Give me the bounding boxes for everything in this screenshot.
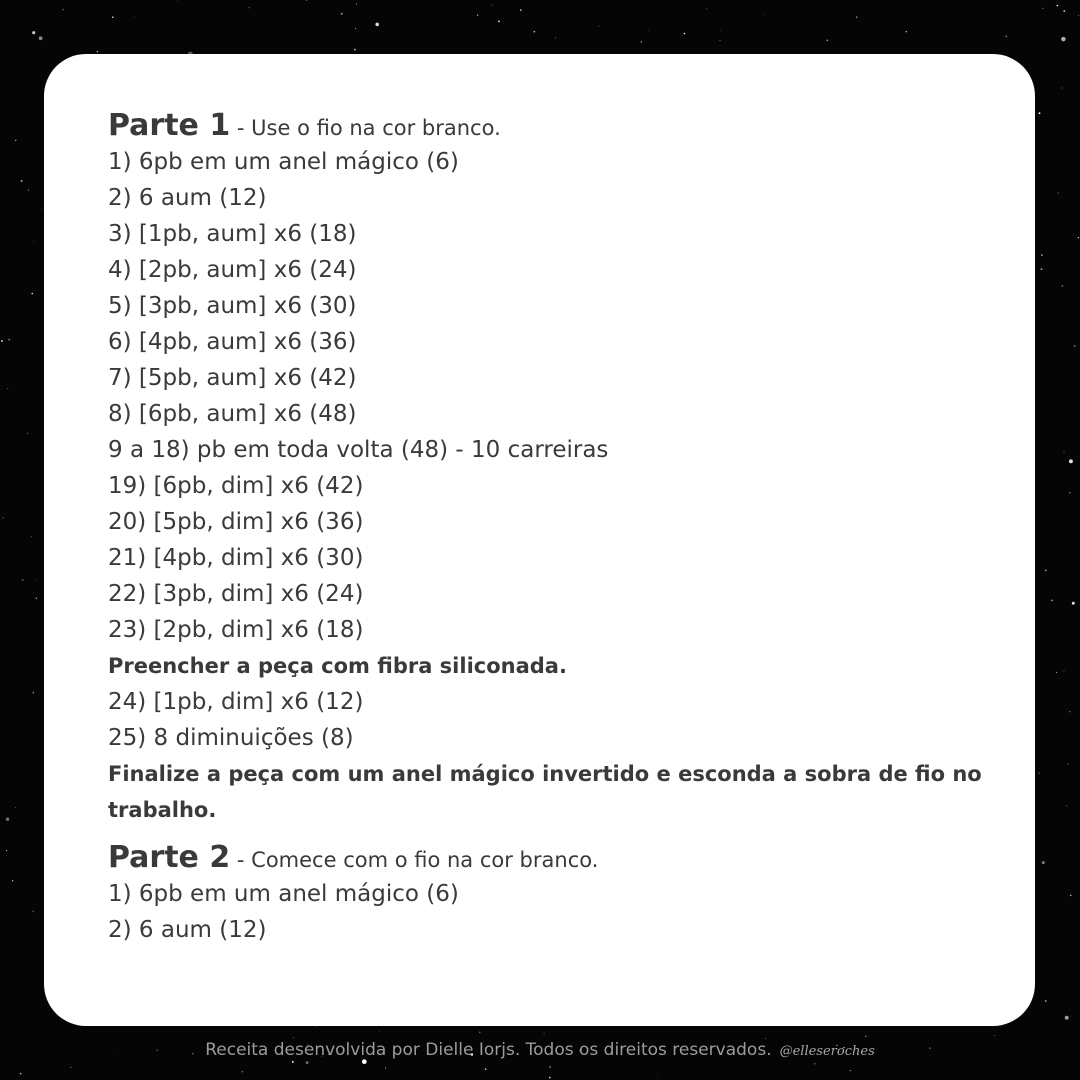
star <box>306 0 308 1</box>
star <box>479 1032 480 1033</box>
recipe-content <box>108 108 998 948</box>
star <box>306 1061 309 1064</box>
part-1-header <box>108 108 998 144</box>
star <box>292 1061 294 1063</box>
recipe-row: 7) [5pb, aum] x6 (42) <box>108 365 357 391</box>
recipe-row: 4) [2pb, aum] x6 (24) <box>108 257 357 283</box>
star <box>3 517 4 518</box>
star <box>32 911 34 913</box>
recipe-row: 25) 8 diminuições (8) <box>108 725 354 751</box>
recipe-row: 3) [1pb, aum] x6 (18) <box>108 221 357 247</box>
star <box>97 51 99 53</box>
part-2-rows <box>108 876 998 948</box>
star <box>720 30 721 31</box>
star <box>1039 112 1041 114</box>
star <box>36 597 37 598</box>
part-1-rows <box>108 144 998 828</box>
star <box>534 31 536 33</box>
star <box>134 16 135 17</box>
recipe-row: 23) [2pb, dim] x6 (18) <box>108 617 364 643</box>
star <box>477 15 478 16</box>
recipe-row: Finalize a peça com um anel mágico invertido e esconda a sobra de fio no trabalho. <box>108 762 982 822</box>
star <box>1066 805 1068 807</box>
star <box>385 1067 386 1068</box>
star <box>177 1 178 2</box>
star <box>37 580 38 581</box>
star <box>1042 861 1045 864</box>
star <box>362 1059 367 1064</box>
part-2-subtitle: - Comece com o fio na cor branco. <box>230 848 599 872</box>
star <box>32 31 35 34</box>
star <box>1056 672 1057 673</box>
star <box>33 692 34 693</box>
recipe-card <box>44 54 1035 1026</box>
star <box>1063 10 1065 12</box>
recipe-row: 5) [3pb, aum] x6 (30) <box>108 293 357 319</box>
star <box>648 30 649 31</box>
star <box>641 41 642 42</box>
star <box>242 1071 243 1072</box>
star <box>34 241 35 242</box>
star <box>1069 459 1073 463</box>
star <box>375 23 379 27</box>
star <box>355 28 356 29</box>
star <box>1067 763 1068 764</box>
signature: @elleseroches <box>779 1044 875 1059</box>
recipe-row: 19) [6pb, dim] x6 (42) <box>108 473 364 499</box>
star <box>354 49 356 51</box>
star <box>15 140 16 141</box>
star <box>826 39 828 41</box>
star <box>1078 237 1079 238</box>
part-1-title: Parte 1 <box>108 108 231 143</box>
star <box>1042 8 1043 9</box>
star <box>598 25 599 26</box>
star <box>42 208 43 209</box>
star <box>684 33 686 35</box>
star <box>1064 452 1065 453</box>
star <box>7 388 8 389</box>
star <box>763 14 764 15</box>
star <box>39 36 43 40</box>
star <box>8 339 10 341</box>
part-2-header <box>108 840 998 876</box>
recipe-row: 8) [6pb, aum] x6 (48) <box>108 401 357 427</box>
star <box>1005 35 1007 37</box>
star <box>1065 1016 1069 1020</box>
star <box>765 1038 766 1039</box>
recipe-row: 9 a 18) pb em toda volta (48) - 10 carreiras <box>108 437 609 463</box>
star <box>15 807 16 808</box>
star <box>549 1066 550 1067</box>
star <box>549 1077 551 1079</box>
star <box>379 1031 380 1032</box>
star <box>6 817 9 820</box>
star <box>1069 711 1071 713</box>
star <box>1045 570 1047 572</box>
star <box>1069 492 1070 493</box>
star <box>657 1077 658 1078</box>
recipe-row: 2) 6 aum (12) <box>108 185 267 211</box>
star <box>341 13 342 14</box>
recipe-row: 1) 6pb em um anel mágico (6) <box>108 881 459 907</box>
star <box>719 40 720 41</box>
star <box>850 1070 851 1071</box>
star <box>62 9 64 11</box>
star <box>21 180 23 182</box>
star <box>27 433 28 434</box>
star <box>814 1063 816 1065</box>
star <box>22 579 24 581</box>
star <box>249 7 250 8</box>
star <box>1063 671 1064 672</box>
recipe-row: 20) [5pb, dim] x6 (36) <box>108 509 364 535</box>
star <box>31 293 33 295</box>
star <box>1078 15 1079 16</box>
star <box>6 850 7 851</box>
star <box>1070 895 1072 897</box>
star <box>865 1036 866 1037</box>
star <box>498 20 500 22</box>
recipe-row: 2) 6 aum (12) <box>108 917 267 943</box>
star <box>293 1037 294 1038</box>
star <box>12 880 13 881</box>
star <box>555 38 556 39</box>
star <box>31 536 32 537</box>
star <box>544 1033 545 1034</box>
star <box>1057 5 1059 7</box>
star <box>1 340 3 342</box>
part-1-subtitle: - Use o fio na cor branco. <box>230 116 501 140</box>
star <box>1061 87 1062 88</box>
star <box>1041 268 1043 270</box>
star <box>70 1067 71 1068</box>
part-2-title: Parte 2 <box>108 840 231 875</box>
copyright-text: Receita desenvolvida por Dielle Iorjs. Todos os direitos reservados. <box>205 1040 772 1060</box>
star <box>1039 773 1040 774</box>
star <box>1051 600 1053 602</box>
star <box>20 1073 22 1075</box>
star <box>1058 192 1060 194</box>
recipe-row: Preencher a peça com fibra siliconada. <box>108 654 567 678</box>
star <box>1061 37 1065 41</box>
star <box>112 16 114 18</box>
star <box>492 5 493 6</box>
star <box>520 9 522 11</box>
star <box>1072 602 1075 605</box>
copyright-footer <box>0 1040 1080 1060</box>
recipe-row: 1) 6pb em um anel mágico (6) <box>108 149 459 175</box>
star <box>1074 345 1076 347</box>
recipe-row: 6) [4pb, aum] x6 (36) <box>108 329 357 355</box>
section-gap <box>108 828 998 840</box>
star <box>485 1068 487 1070</box>
star <box>906 31 907 32</box>
star <box>706 8 707 9</box>
star <box>356 3 357 4</box>
recipe-row: 21) [4pb, dim] x6 (30) <box>108 545 364 571</box>
star <box>1062 285 1064 287</box>
star <box>28 190 29 191</box>
recipe-row: 22) [3pb, dim] x6 (24) <box>108 581 364 607</box>
star <box>1041 254 1042 255</box>
star <box>1045 1000 1047 1002</box>
recipe-row: 24) [1pb, dim] x6 (12) <box>108 689 364 715</box>
star <box>994 1035 995 1036</box>
star <box>856 17 857 18</box>
